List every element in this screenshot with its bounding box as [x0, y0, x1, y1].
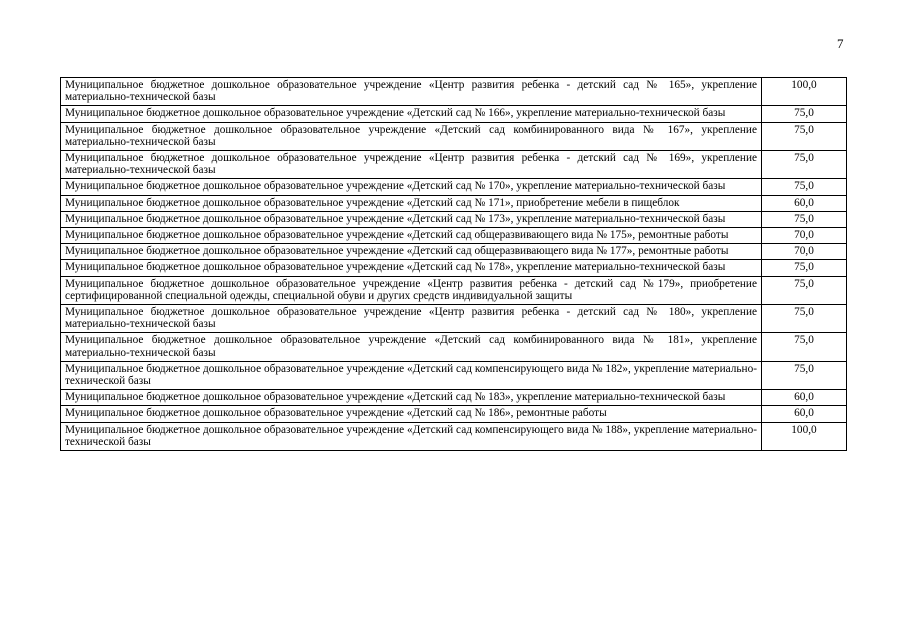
- table-row: [61, 361, 847, 389]
- table-row: [61, 244, 847, 260]
- row-description: Муниципальное бюджетное дошкольное образовательное учреждение «Центр развития ребенка - детский сад № 165», укрепление материально-технической базы: [61, 78, 762, 106]
- page-number: 7: [837, 36, 844, 51]
- row-description: Муниципальное бюджетное дошкольное образовательное учреждение «Детский сад № 178», укрепление материально-технической базы: [61, 260, 762, 276]
- row-description: Муниципальное бюджетное дошкольное образовательное учреждение «Детский сад комбинированного вида № 181», укрепление материально-технической базы: [61, 333, 762, 361]
- row-amount: 100,0: [762, 422, 847, 450]
- table-row: [61, 333, 847, 361]
- table-row: [61, 179, 847, 195]
- row-amount: 70,0: [762, 228, 847, 244]
- row-description: Муниципальное бюджетное дошкольное образовательное учреждение «Детский сад компенсирующего вида № 188», укрепление материально-технической базы: [61, 422, 762, 450]
- row-amount: 75,0: [762, 276, 847, 304]
- table-row: [61, 195, 847, 211]
- row-amount: 100,0: [762, 78, 847, 106]
- row-description: Муниципальное бюджетное дошкольное образовательное учреждение «Детский сад общеразвивающего вида № 175», ремонтные работы: [61, 228, 762, 244]
- table-row: [61, 390, 847, 406]
- row-description: Муниципальное бюджетное дошкольное образовательное учреждение «Детский сад № 171», приобретение мебели в пищеблок: [61, 195, 762, 211]
- row-amount: 60,0: [762, 195, 847, 211]
- row-amount: 75,0: [762, 179, 847, 195]
- row-amount: 75,0: [762, 333, 847, 361]
- row-description: Муниципальное бюджетное дошкольное образовательное учреждение «Детский сад № 170», укрепление материально-технической базы: [61, 179, 762, 195]
- row-amount: 60,0: [762, 406, 847, 422]
- row-amount: 75,0: [762, 260, 847, 276]
- row-description: Муниципальное бюджетное дошкольное образовательное учреждение «Детский сад № 166», укрепление материально-технической базы: [61, 106, 762, 122]
- table-row: [61, 406, 847, 422]
- table-row: [61, 276, 847, 304]
- row-description: Муниципальное бюджетное дошкольное образовательное учреждение «Центр развития ребенка - детский сад № 180», укрепление материально-технической базы: [61, 305, 762, 333]
- row-amount: 75,0: [762, 122, 847, 150]
- row-description: Муниципальное бюджетное дошкольное образовательное учреждение «Детский сад № 183», укрепление материально-технической базы: [61, 390, 762, 406]
- row-description: Муниципальное бюджетное дошкольное образовательное учреждение «Центр развития ребенка - детский сад № 169», укрепление материально-технической базы: [61, 151, 762, 179]
- table-row: [61, 122, 847, 150]
- row-amount: 75,0: [762, 361, 847, 389]
- table-row: [61, 228, 847, 244]
- row-description: Муниципальное бюджетное дошкольное образовательное учреждение «Детский сад № 173», укрепление материально-технической базы: [61, 211, 762, 227]
- allocation-table-body: [61, 78, 847, 451]
- table-row: [61, 422, 847, 450]
- table-row: [61, 106, 847, 122]
- row-amount: 75,0: [762, 106, 847, 122]
- row-amount: 70,0: [762, 244, 847, 260]
- row-description: Муниципальное бюджетное дошкольное образовательное учреждение «Детский сад комбинированного вида № 167», укрепление материально-технической базы: [61, 122, 762, 150]
- row-description: Муниципальное бюджетное дошкольное образовательное учреждение «Детский сад общеразвивающего вида № 177», ремонтные работы: [61, 244, 762, 260]
- row-description: Муниципальное бюджетное дошкольное образовательное учреждение «Детский сад компенсирующего вида № 182», укрепление материально-технической базы: [61, 361, 762, 389]
- row-description: Муниципальное бюджетное дошкольное образовательное учреждение «Центр развития ребенка - детский сад №179», приобретение сертифицированной специальной одежды, специальной обуви и других средств индивидуальной защиты: [61, 276, 762, 304]
- table-row: [61, 260, 847, 276]
- row-amount: 75,0: [762, 211, 847, 227]
- allocation-table: [60, 77, 847, 451]
- table-row: [61, 211, 847, 227]
- row-amount: 60,0: [762, 390, 847, 406]
- table-row: [61, 151, 847, 179]
- row-description: Муниципальное бюджетное дошкольное образовательное учреждение «Детский сад № 186», ремонтные работы: [61, 406, 762, 422]
- table-row: [61, 78, 847, 106]
- row-amount: 75,0: [762, 151, 847, 179]
- row-amount: 75,0: [762, 305, 847, 333]
- table-row: [61, 305, 847, 333]
